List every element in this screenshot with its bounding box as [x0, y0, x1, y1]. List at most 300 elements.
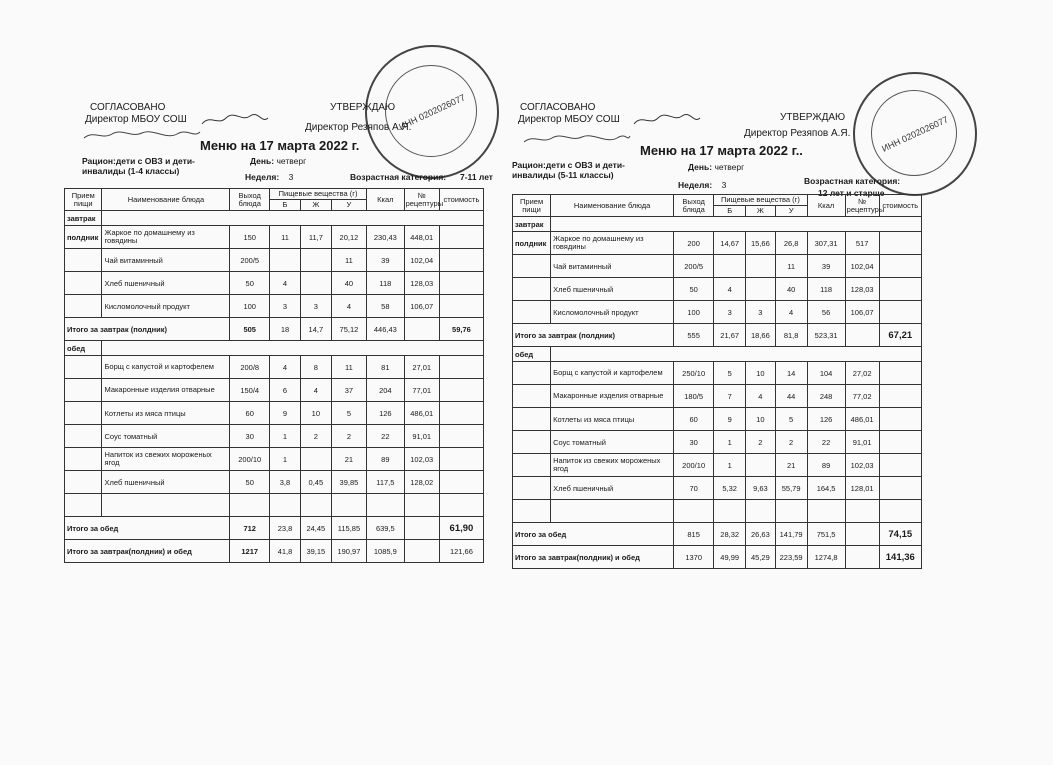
column-header: У — [775, 206, 807, 217]
table-cell: 59,76 — [439, 318, 483, 341]
week-label — [678, 180, 726, 190]
table-cell — [439, 402, 483, 425]
table-cell — [879, 385, 921, 408]
total-row — [65, 540, 484, 563]
table-cell: Кисломолочный продукт — [102, 295, 230, 318]
table-cell: 44 — [775, 385, 807, 408]
page-title: Меню на 17 марта 2022 г.. — [640, 143, 803, 158]
menu-page-right — [508, 0, 950, 765]
table-cell: 180/5 — [674, 385, 714, 408]
section-row — [513, 217, 922, 232]
table-cell: 14,7 — [300, 318, 331, 341]
column-header: Б — [714, 206, 746, 217]
table-cell: 5 — [714, 362, 746, 385]
table-cell: 751,5 — [807, 523, 845, 546]
table-cell: 4 — [270, 272, 301, 295]
table-cell — [714, 500, 746, 523]
table-cell: 3,8 — [270, 471, 301, 494]
table-cell: обед — [65, 341, 102, 356]
page-title: Меню на 17 марта 2022 г. — [200, 138, 360, 153]
table-cell: 126 — [807, 408, 845, 431]
table-cell: Итого за завтрак (полдник) — [65, 318, 230, 341]
table-cell: 55,79 — [775, 477, 807, 500]
table-cell: 4 — [746, 385, 776, 408]
table-cell: 0,45 — [300, 471, 331, 494]
table-row — [65, 448, 484, 471]
table-cell: 1 — [714, 431, 746, 454]
table-header-row — [513, 195, 922, 206]
table-cell: 24,45 — [300, 517, 331, 540]
table-cell: Итого за обед — [65, 517, 230, 540]
table-cell: 6 — [270, 379, 301, 402]
table-cell: 4 — [331, 295, 366, 318]
table-cell — [65, 494, 102, 517]
table-cell: 11,7 — [300, 226, 331, 249]
column-header: Наименование блюда — [551, 195, 674, 217]
age-label — [804, 176, 900, 186]
table-cell: 60 — [674, 408, 714, 431]
table-cell: 1 — [270, 425, 301, 448]
table-row — [65, 356, 484, 379]
table-cell — [513, 500, 551, 523]
table-cell — [439, 448, 483, 471]
table-cell: 102,03 — [404, 448, 439, 471]
signature — [200, 112, 270, 128]
table-cell: 1085,9 — [367, 540, 404, 563]
table-cell — [404, 318, 439, 341]
table-cell: 70 — [674, 477, 714, 500]
table-cell: 115,85 — [331, 517, 366, 540]
table-cell: 3 — [270, 295, 301, 318]
table-cell: 446,43 — [367, 318, 404, 341]
meta-text: День: — [250, 156, 275, 166]
table-cell — [439, 272, 483, 295]
table-cell: 11 — [775, 255, 807, 278]
table-cell: 128,01 — [845, 477, 879, 500]
table-cell: 5 — [331, 402, 366, 425]
table-cell: 39 — [367, 249, 404, 272]
table-cell: 102,03 — [845, 454, 879, 477]
agreed-label: СОГЛАСОВАНО — [90, 102, 166, 113]
table-row — [65, 494, 484, 517]
table-cell: 14 — [775, 362, 807, 385]
table-cell: 307,31 — [807, 232, 845, 255]
table-cell: 1274,8 — [807, 546, 845, 569]
table-cell: 81 — [367, 356, 404, 379]
column-header: Прием пищи — [65, 189, 102, 211]
table-cell — [65, 448, 102, 471]
table-cell: 15,66 — [746, 232, 776, 255]
table-cell: 58 — [367, 295, 404, 318]
table-cell — [513, 255, 551, 278]
table-cell: 250/10 — [674, 362, 714, 385]
table-cell — [439, 226, 483, 249]
table-cell — [845, 500, 879, 523]
table-cell — [879, 255, 921, 278]
table-cell: 89 — [367, 448, 404, 471]
table-cell — [513, 408, 551, 431]
table-cell — [300, 494, 331, 517]
table-cell: 18 — [270, 318, 301, 341]
table-cell: Хлеб пшеничный — [102, 272, 230, 295]
table-cell: 150/4 — [230, 379, 270, 402]
table-cell: Чай витаминный — [102, 249, 230, 272]
table-cell: 60 — [230, 402, 270, 425]
handwritten-name — [522, 132, 632, 146]
table-cell: 712 — [230, 517, 270, 540]
column-header: Выход блюда — [230, 189, 270, 211]
table-cell — [879, 362, 921, 385]
table-cell — [879, 278, 921, 301]
table-cell — [714, 255, 746, 278]
table-cell: 7 — [714, 385, 746, 408]
table-cell: 118 — [807, 278, 845, 301]
table-cell — [65, 402, 102, 425]
section-row — [65, 341, 484, 356]
table-cell — [513, 477, 551, 500]
table-cell: 27,01 — [404, 356, 439, 379]
table-cell: 41,8 — [270, 540, 301, 563]
table-cell — [513, 431, 551, 454]
table-cell: Хлеб пшеничный — [551, 278, 674, 301]
table-cell: 128,03 — [845, 278, 879, 301]
table-row — [513, 362, 922, 385]
table-cell — [513, 454, 551, 477]
table-cell: 21 — [775, 454, 807, 477]
table-cell: 61,90 — [439, 517, 483, 540]
table-cell: 50 — [230, 272, 270, 295]
table-cell — [230, 494, 270, 517]
table-cell: 200/8 — [230, 356, 270, 379]
table-cell — [879, 454, 921, 477]
table-cell: 40 — [775, 278, 807, 301]
table-cell: 40 — [331, 272, 366, 295]
table-cell — [746, 454, 776, 477]
approve-label: УТВЕРЖДАЮ — [780, 112, 846, 123]
table-cell: 4 — [300, 379, 331, 402]
table-cell — [439, 425, 483, 448]
table-cell: 4 — [270, 356, 301, 379]
column-header: стоимость — [439, 189, 483, 211]
table-cell — [879, 408, 921, 431]
table-cell: 74,15 — [879, 523, 921, 546]
table-cell: полдник — [513, 232, 551, 255]
table-cell — [513, 301, 551, 324]
table-cell: 67,21 — [879, 324, 921, 347]
table-cell: 81,8 — [775, 324, 807, 347]
section-row — [65, 211, 484, 226]
table-cell: Котлеты из мяса птицы — [102, 402, 230, 425]
table-cell: 26,8 — [775, 232, 807, 255]
table-cell: 1 — [714, 454, 746, 477]
stamp-text: ИНН 0202026077 — [880, 114, 950, 154]
table-row — [65, 425, 484, 448]
column-header: стоимость — [879, 195, 921, 217]
table-cell — [845, 523, 879, 546]
table-cell — [300, 272, 331, 295]
table-row — [513, 431, 922, 454]
column-header: Выход блюда — [674, 195, 714, 217]
ration-label — [512, 160, 652, 180]
table-cell: 2 — [300, 425, 331, 448]
table-cell: 128,02 — [404, 471, 439, 494]
agreed-label: СОГЛАСОВАНО — [520, 102, 596, 113]
table-cell: 18,66 — [746, 324, 776, 347]
table-cell: Макаронные изделия отварные — [102, 379, 230, 402]
table-cell: 1217 — [230, 540, 270, 563]
day-label — [250, 156, 306, 166]
table-cell: Макаронные изделия отварные — [551, 385, 674, 408]
table-cell: 45,29 — [746, 546, 776, 569]
menu-table — [512, 194, 922, 569]
column-header: № рецептуры — [404, 189, 439, 211]
table-cell — [879, 301, 921, 324]
table-cell: 200/10 — [674, 454, 714, 477]
table-cell: 164,5 — [807, 477, 845, 500]
table-cell: Итого за обед — [513, 523, 674, 546]
table-cell: 200/10 — [230, 448, 270, 471]
table-cell — [65, 471, 102, 494]
table-cell: 77,02 — [845, 385, 879, 408]
column-header: Ккал — [367, 189, 404, 211]
table-cell: 126 — [367, 402, 404, 425]
table-cell: 523,31 — [807, 324, 845, 347]
table-cell: 3 — [714, 301, 746, 324]
total-row — [513, 324, 922, 347]
table-row — [513, 500, 922, 523]
total-row — [513, 523, 922, 546]
table-cell — [879, 500, 921, 523]
table-cell — [102, 494, 230, 517]
approve-by: Директор Резяпов А.Я. — [305, 122, 412, 133]
table-cell: 91,01 — [845, 431, 879, 454]
handwritten-name — [82, 128, 202, 142]
table-cell: 91,01 — [404, 425, 439, 448]
section-row — [513, 347, 922, 362]
table-cell — [367, 494, 404, 517]
column-header: Ккал — [807, 195, 845, 217]
table-row — [65, 295, 484, 318]
column-header: Пищевые вещества (г) — [714, 195, 807, 206]
column-header: Ж — [300, 200, 331, 211]
table-cell: 20,12 — [331, 226, 366, 249]
approve-by: Директор Резяпов А.Я. — [744, 128, 851, 139]
table-cell: 5,32 — [714, 477, 746, 500]
signature — [632, 112, 702, 128]
table-cell: 200/5 — [674, 255, 714, 278]
table-cell: 106,07 — [404, 295, 439, 318]
table-cell: 9 — [270, 402, 301, 425]
table-cell: Напиток из свежих мороженых ягод — [102, 448, 230, 471]
table-row — [65, 272, 484, 295]
table-cell — [513, 385, 551, 408]
table-cell — [404, 517, 439, 540]
table-cell: 505 — [230, 318, 270, 341]
table-cell: 517 — [845, 232, 879, 255]
table-cell — [300, 249, 331, 272]
table-cell: 75,12 — [331, 318, 366, 341]
approve-label: УТВЕРЖДАЮ — [330, 102, 396, 113]
table-cell: 8 — [300, 356, 331, 379]
table-cell: 200 — [674, 232, 714, 255]
table-cell: 815 — [674, 523, 714, 546]
table-cell: 104 — [807, 362, 845, 385]
day-label — [688, 162, 744, 172]
table-cell: 23,8 — [270, 517, 301, 540]
meta-text: Рацион:дети с ОВЗ и дети-инвалиды (5-11 классы) — [512, 160, 625, 180]
table-row — [513, 232, 922, 255]
table-cell: 486,01 — [845, 408, 879, 431]
table-cell — [65, 356, 102, 379]
table-cell: полдник — [65, 226, 102, 249]
column-header: Наименование блюда — [102, 189, 230, 211]
table-cell: 49,99 — [714, 546, 746, 569]
table-cell: 5 — [775, 408, 807, 431]
table-row — [513, 477, 922, 500]
table-cell: 22 — [367, 425, 404, 448]
table-row — [65, 471, 484, 494]
table-cell: 9,63 — [746, 477, 776, 500]
table-cell — [102, 211, 484, 226]
agreed-by: Директор МБОУ СОШ — [518, 114, 620, 125]
table-cell: 50 — [230, 471, 270, 494]
table-row — [65, 379, 484, 402]
table-cell: 639,5 — [367, 517, 404, 540]
table-cell — [879, 232, 921, 255]
table-cell — [513, 278, 551, 301]
table-cell — [551, 500, 674, 523]
table-cell: 30 — [230, 425, 270, 448]
table-cell — [513, 362, 551, 385]
age-label — [350, 172, 446, 182]
table-cell: 10 — [746, 362, 776, 385]
table-cell — [879, 477, 921, 500]
table-cell: 2 — [331, 425, 366, 448]
table-cell: Хлеб пшеничный — [102, 471, 230, 494]
table-cell — [65, 379, 102, 402]
table-cell — [65, 295, 102, 318]
column-header: Б — [270, 200, 301, 211]
table-cell: 118 — [367, 272, 404, 295]
table-cell — [746, 278, 776, 301]
table-cell: Жаркое по домашнему из говядины — [102, 226, 230, 249]
table-cell: 141,36 — [879, 546, 921, 569]
table-row — [513, 408, 922, 431]
table-cell: 14,67 — [714, 232, 746, 255]
table-cell: Соус томатный — [551, 431, 674, 454]
table-cell: 2 — [746, 431, 776, 454]
meta-text: 3 — [721, 180, 727, 190]
table-cell: 141,79 — [775, 523, 807, 546]
table-cell: 10 — [746, 408, 776, 431]
table-cell: 230,43 — [367, 226, 404, 249]
meta-text: Возрастная категория: — [350, 172, 447, 182]
table-row — [513, 278, 922, 301]
table-cell — [439, 249, 483, 272]
table-cell: завтрак — [65, 211, 102, 226]
column-header: № рецептуры — [845, 195, 879, 217]
table-cell: 10 — [300, 402, 331, 425]
table-cell: 448,01 — [404, 226, 439, 249]
table-cell — [746, 500, 776, 523]
table-cell — [845, 324, 879, 347]
stamp-text: ИНН 0202026077 — [397, 92, 467, 132]
table-cell: 4 — [714, 278, 746, 301]
table-cell: Хлеб пшеничный — [551, 477, 674, 500]
table-cell — [404, 540, 439, 563]
table-cell: 102,04 — [404, 249, 439, 272]
table-cell — [65, 272, 102, 295]
table-cell: 56 — [807, 301, 845, 324]
column-header: Прием пищи — [513, 195, 551, 217]
table-row — [513, 454, 922, 477]
table-row — [513, 301, 922, 324]
table-cell: 200/5 — [230, 249, 270, 272]
meta-text: Рацион:дети с ОВЗ и дети-инвалиды (1-4 классы) — [82, 156, 195, 176]
table-row — [65, 249, 484, 272]
table-cell: 39 — [807, 255, 845, 278]
table-row — [65, 402, 484, 425]
table-cell: 11 — [331, 356, 366, 379]
table-cell: 77,01 — [404, 379, 439, 402]
table-cell: Итого за завтрак (полдник) — [513, 324, 674, 347]
table-cell: 223,59 — [775, 546, 807, 569]
table-cell — [404, 494, 439, 517]
table-cell: 1 — [270, 448, 301, 471]
table-cell: Борщ с капустой и картофелем — [551, 362, 674, 385]
table-row — [65, 226, 484, 249]
table-cell: 121,66 — [439, 540, 483, 563]
table-cell: 486,01 — [404, 402, 439, 425]
table-cell: Итого за завтрак(полдник) и обед — [513, 546, 674, 569]
table-cell: 2 — [775, 431, 807, 454]
table-cell: 100 — [674, 301, 714, 324]
table-cell — [439, 295, 483, 318]
table-cell: 28,32 — [714, 523, 746, 546]
table-cell: 21 — [331, 448, 366, 471]
table-header-row — [65, 189, 484, 200]
table-cell: Чай витаминный — [551, 255, 674, 278]
table-cell: 128,03 — [404, 272, 439, 295]
table-cell: Борщ с капустой и картофелем — [102, 356, 230, 379]
table-cell: 26,63 — [746, 523, 776, 546]
table-cell: 27,02 — [845, 362, 879, 385]
table-cell: 39,15 — [300, 540, 331, 563]
table-cell: 102,04 — [845, 255, 879, 278]
table-cell: Итого за завтрак(полдник) и обед — [65, 540, 230, 563]
table-cell: Кисломолочный продукт — [551, 301, 674, 324]
table-cell: 117,5 — [367, 471, 404, 494]
table-cell — [439, 471, 483, 494]
table-cell: 190,97 — [331, 540, 366, 563]
menu-page-left — [60, 0, 493, 765]
table-cell: 106,07 — [845, 301, 879, 324]
table-cell: Напиток из свежих мороженых ягод — [551, 454, 674, 477]
meta-text: Неделя: — [245, 172, 280, 182]
meta-text: четверг — [276, 156, 307, 166]
table-cell: 9 — [714, 408, 746, 431]
table-cell: Соус томатный — [102, 425, 230, 448]
total-row — [513, 546, 922, 569]
table-cell: 37 — [331, 379, 366, 402]
table-cell — [551, 347, 922, 362]
table-cell — [331, 494, 366, 517]
table-cell: 50 — [674, 278, 714, 301]
table-cell: 22 — [807, 431, 845, 454]
meta-text: Возрастная категория: — [804, 176, 901, 186]
table-cell — [439, 356, 483, 379]
table-cell: 4 — [775, 301, 807, 324]
